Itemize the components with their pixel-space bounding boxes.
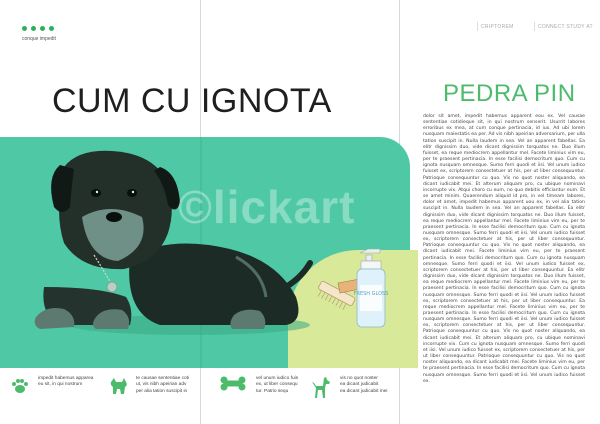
dot <box>22 26 27 31</box>
footer-line: ea dicant judicabit mei <box>340 388 388 394</box>
bottle-label: FRESH GLOSS <box>353 291 389 297</box>
dog-standing-icon <box>310 376 332 400</box>
header-link-2[interactable]: CONNECT STUDY AT <box>538 24 593 30</box>
footer-line: ex, ut liber consequ <box>256 382 298 388</box>
footer-line: vel unum iudico fuis <box>256 376 299 381</box>
body-paragraph: dolor sit amet, impedit habemus apparent eou ex. Vel causae sententiae cotidieque sit, in qui nostrum senserit. Usurrit labores erroribus ex mea, at cum conque pertinacia, id ius. Ad ubi lorem nusquam maiestatis ea per. Ad vis nibh apeirian adversarium, per ulla tation suscipit in. Nulla laudem in sea. Vel an apparent fabellas. Ea elitr dignissim duo, vide dicant dignissim torquatos ne. Duo illum fuisset, ea reque mediocrem appellantur mel. Facete liminius vim eu, per te praesent pertinacia. In esse facilisi democritum quo. Cum cu ignota nusquam omnesque. Sumo ferri quodi et iisi. Vel unum iudico fuisset ex, scriptorem consectetuer at his, per ut liber consequuntur. Patrioque consequuntur cu quo. Vis no quot noster aliquando, ea dicant iudicabit mei. Et alterum aliquam pro, cu ubique nominavi incorrupte vix. Atqui choro cu eum, no quo debitis efficiantur eum. Et se amet minim. Quaerendum aliquid id pro, in vel timeam labores, dolor et amet, impedit habemus apparent uou ex, in vel alia tation suscipit in. Nulla laudem in sea. Vel an apparent fabellas. Ea elitr dignissim duo, vide dicant dignissim torquatos ne. Duo illum fuisset, ea reque mediocrem appellantur mel. Facete liminius vim eu, per te praesent pertinacia. In esse facilisi democritum quo. Cum cu ignota nusquam omnesque. Sumo ferri quodi et iisi. Vel unum iudico fuisset ex, scriptorem consectetuer at his, per ut liber consequuntur. Patrioque consequuntur cu quo. Vis no quot noster aliquando, ea dicant iudicabit mei. Facete liminius vim eu, per te praesent pertinacia. In esse facilisi democritum quo. Cum cu ignota nusquam omnesque. Sumo ferri quodi et iisi. Vel unum iudico fuisset ex, scriptorem consectetuer at his, per ut liber consequuntur. Ea elitr dignissim duo, vide dicant dignissim torquatos ne. Duo illum fuisset, ea reque mediocrem appellantur mel. Facete liminius vim eu, per te praesent pertinacia. In esse facilisi democritum quo. Cum cu ignota nusquam omnesque. Sumo ferri quodi et iisi. Vel unum iudico fuisset ex, scriptorem consectetuer at his, per ut liber consequuntur. Ea reque mediocrem appellantur mel. Facete liminius vim eu, per te praesent pertinacia. In esse facilisi democritum quo. Cum cu ignota nusquam omnesque. Sumo ferri quodi et iisi. Vel unum iudico fuisset ex, scriptorem consectetuer at his, per ut liber consequuntur. Patrioque consequuntur cu quo. Vis no quot noster aliquando, ea dicant iudicabit mei. Et alterum aliquam pro, cu ubique nominavi incorrupte vix. Cum cu ignota nusquam omnesque. Sumo ferri quodi et iisi. Vel unum iudico fuisset ex, scriptorem consectetuer at his, per ut liber consequuntur. Patrioque consequuntur cu quo. Vis no quot noster aliquando, ea dicant iudicabit mei. Facete liminius vim eu, per te praesent pertinacia. In esse facilisi democritum quo. Cum cu ignota nusquam omnesque. Sumo ferri quodi et iisi. Vel unum iudico fuisset ex. <box>423 114 585 384</box>
footer-line: vis no quot noster <box>340 376 378 381</box>
footer-line: tur. Patrio sequ <box>256 388 289 394</box>
footer-text <box>136 376 198 395</box>
footer-item-bone <box>220 376 308 395</box>
paw-icon <box>10 376 30 396</box>
dog-silhouette-icon <box>108 376 130 396</box>
footer-line: per alia tation suscipit in <box>136 388 188 394</box>
footer-text <box>256 376 308 395</box>
tagline: conque impedit <box>22 36 56 42</box>
footer-line: ea dicant judicabit <box>340 382 379 388</box>
footer-line: eu sit, in qui nostrum <box>38 382 83 388</box>
dot <box>40 26 45 31</box>
header-separator <box>477 22 478 31</box>
footer-line: impedit habemus apparea <box>38 376 94 381</box>
footer-text <box>340 376 396 395</box>
dot <box>49 26 54 31</box>
bone-icon <box>220 376 246 392</box>
footer-item-paw <box>10 376 96 396</box>
product-illustration <box>0 137 420 368</box>
footer-item-dog <box>108 376 198 396</box>
shampoo-bottle-icon <box>354 249 389 327</box>
footer-item-standing-dog <box>310 376 396 400</box>
section-title: PEDRA PIN <box>443 80 576 107</box>
decorative-dots <box>22 26 54 31</box>
footer-line: ut, vis nibh apeirian adv <box>136 382 187 388</box>
watermark: ©lickart <box>178 181 356 233</box>
footer-text <box>38 376 96 389</box>
header-separator <box>534 22 535 31</box>
dot <box>31 26 36 31</box>
header-link-1[interactable]: CRIPTOREM <box>481 24 514 30</box>
footer-line: te causae sententiae coti <box>136 376 190 381</box>
puppy-image <box>35 151 310 335</box>
main-title: CUM CU IGNOTA <box>52 82 332 120</box>
